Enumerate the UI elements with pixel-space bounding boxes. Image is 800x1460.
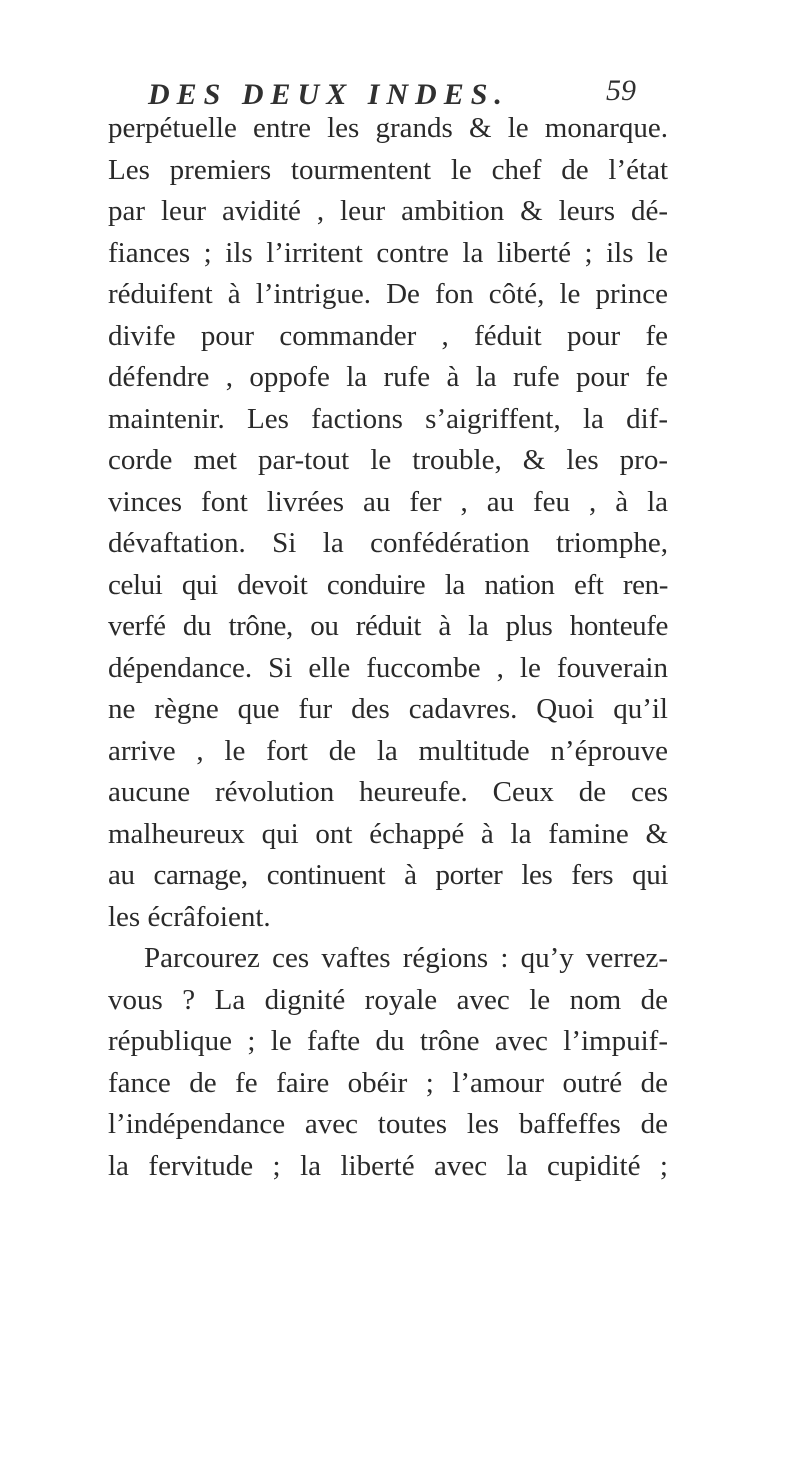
text-line: divife pour commander , féduit pour fe bbox=[108, 319, 668, 352]
paragraph-end-line: les écrâfoient. bbox=[108, 900, 271, 933]
text-line: fiances ; ils l’irritent contre la liberté ; ils le bbox=[108, 236, 668, 269]
text-line: la fervitude ; la liberté avec la cupidité ; bbox=[108, 1149, 668, 1182]
body-text bbox=[108, 108, 668, 1187]
text-line: au carnage, continuent à porter les fers qui bbox=[108, 859, 668, 891]
text-line: ne règne que fur des cadavres. Quoi qu’il bbox=[108, 693, 668, 725]
text-line: réduifent à l’intrigue. De fon côté, le prince bbox=[108, 278, 668, 310]
text-line: corde met par-tout le trouble, & les pro- bbox=[108, 444, 668, 476]
text-line: maintenir. Les factions s’aigriffent, la dif- bbox=[108, 402, 668, 435]
text-line: Les premiers tourmentent le chef de l’état bbox=[108, 153, 668, 186]
text-line: aucune révolution heureufe. Ceux de ces bbox=[108, 776, 668, 808]
text-line: république ; le fafte du trône avec l’impuif- bbox=[108, 1025, 668, 1057]
text-line: l’indépendance avec toutes les baffeffes de bbox=[108, 1108, 668, 1140]
text-line: vous ? La dignité royale avec le nom de bbox=[108, 983, 668, 1016]
page-number: 59 bbox=[606, 74, 636, 107]
text-line: perpétuelle entre les grands & le monarque. bbox=[108, 112, 668, 144]
text-line: malheureux qui ont échappé à la famine & bbox=[108, 817, 668, 850]
text-line: fance de fe faire obéir ; l’amour outré de bbox=[108, 1066, 668, 1099]
text-line: par leur avidité , leur ambition & leurs dé- bbox=[108, 195, 668, 227]
running-head: DES DEUX INDES. bbox=[148, 78, 509, 111]
text-line: vinces font livrées au fer , au feu , à la bbox=[108, 485, 668, 518]
text-line: celui qui devoit conduire la nation eft ren- bbox=[108, 568, 668, 601]
text-line: arrive , le fort de la multitude n’éprouve bbox=[108, 734, 668, 767]
text-line: dépendance. Si elle fuccombe , le fouverain bbox=[108, 651, 668, 684]
paragraph-first-line: Parcourez ces vaftes régions : qu’y verrez- bbox=[144, 942, 668, 974]
text-line: défendre , oppofe la rufe à la rufe pour fe bbox=[108, 361, 668, 393]
text-line: dévaftation. Si la confédération triomphe, bbox=[108, 527, 668, 559]
text-line: verfé du trône, ou réduit à la plus honteufe bbox=[108, 610, 668, 642]
